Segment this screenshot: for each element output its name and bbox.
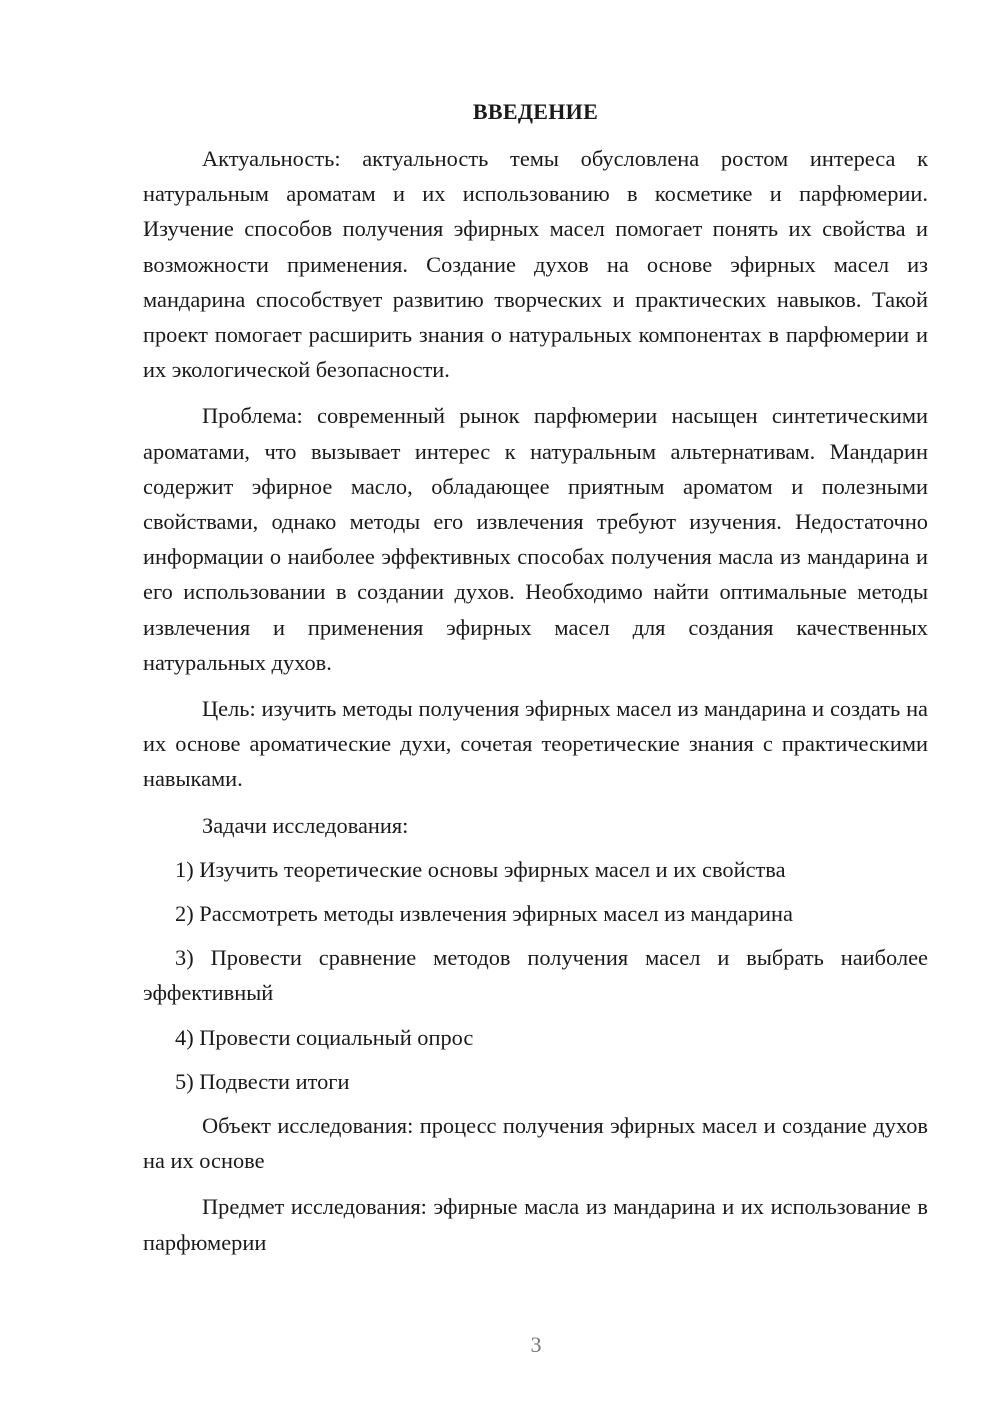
task-item-1: 1) Изучить теоретические основы эфирных масел и их свойства xyxy=(175,856,786,882)
task-item-5: 5) Подвести итоги xyxy=(175,1068,350,1094)
relevance-paragraph: Актуальность: актуальность темы обусловлена ростом интереса к натуральным ароматам и их использованию в косметике и парфюмерии. Изучение способов получения эфирных масел помогает понять их свойства и возможности применения. Создание духов на основе эфирных масел из мандарина способствует развитию творческих и практических навыков. Такой проект помогает расширить знания о натуральных компонентах в парфюмерии и их экологической безопасности. xyxy=(143,146,928,383)
task-item-3: 3) Провести сравнение методов получения масел и выбрать наиболее эффективный xyxy=(143,945,928,1006)
task-item-2: 2) Рассмотреть методы извлечения эфирных масел из мандарина xyxy=(175,901,793,927)
task-item-4: 4) Провести социальный опрос xyxy=(175,1024,474,1050)
page-number: 3 xyxy=(530,1332,542,1357)
problem-paragraph: Проблема: современный рынок парфюмерии насыщен синтетическими ароматами, что вызывает интерес к натуральным альтернативам. Мандарин содержит эфирное масло, обладающее приятным ароматом и полезными свойствами, однако методы его извлечения требуют изучения. Недостаточно информации о наиболее эффективных способах получения масла из мандарина и его использовании в создании духов. Необходимо найти оптимальные методы извлечения и применения эфирных масел для создания качественных натуральных духов. xyxy=(143,403,928,675)
subject-paragraph: Предмет исследования: эфирные масла из мандарина и их использование в парфюмерии xyxy=(143,1194,928,1255)
tasks-title: Задачи исследования: xyxy=(202,812,409,838)
object-paragraph: Объект исследования: процесс получения эфирных масел и создание духов на их основе xyxy=(143,1113,928,1174)
goal-paragraph: Цель: изучить методы получения эфирных масел из мандарина и создать на их основе ароматические духи, сочетая теоретические знания с практическими навыками. xyxy=(143,696,928,792)
page-content xyxy=(143,94,928,1271)
section-heading: ВВЕДЕНИЕ xyxy=(472,99,599,124)
